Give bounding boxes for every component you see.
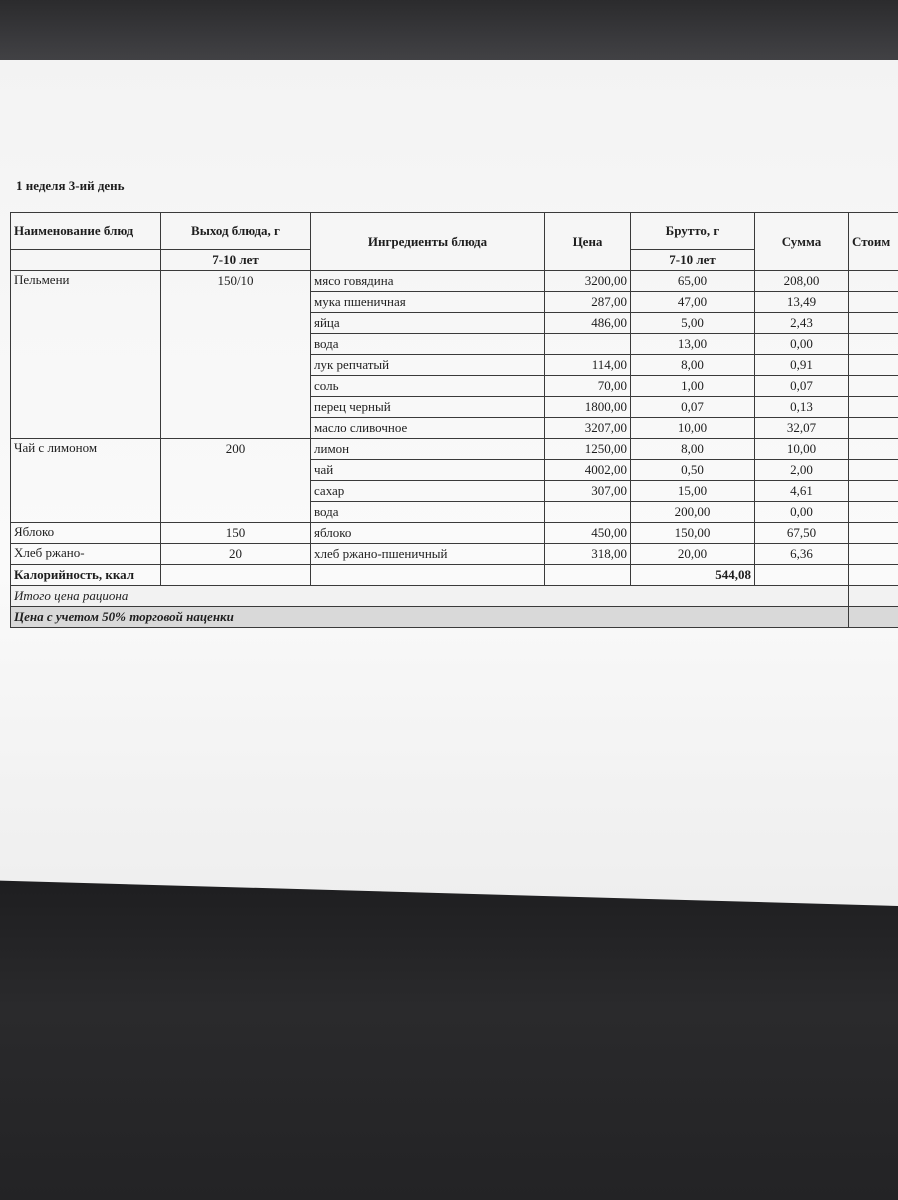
header-dish-name: Наименование блюд [11,213,161,250]
cost-cell [849,544,898,565]
gross-cell: 8,00 [631,439,755,460]
ingredient-cell: яблоко [311,523,545,544]
header-dish-age-empty [11,250,161,271]
price-cell: 318,00 [545,544,631,565]
yield-cell [161,334,311,355]
table-row [11,397,898,418]
yield-cell [161,292,311,313]
ingredient-cell: вода [311,502,545,523]
ingredient-cell: перец черный [311,397,545,418]
dish-name-cell [11,418,161,439]
ingredient-cell: лимон [311,439,545,460]
ingredient-cell: вода [311,334,545,355]
gross-cell: 200,00 [631,502,755,523]
calorie-ingredient-empty [311,565,545,586]
table-header-row [11,213,898,250]
table-row [11,292,898,313]
menu-table [10,212,898,628]
price-cell: 3207,00 [545,418,631,439]
dish-name-cell [11,481,161,502]
gross-cell: 10,00 [631,418,755,439]
sum-cell: 2,00 [755,460,849,481]
price-cell: 450,00 [545,523,631,544]
ingredient-cell: хлеб ржано-пшеничный [311,544,545,565]
price-cell: 307,00 [545,481,631,502]
sum-cell: 2,43 [755,313,849,334]
cost-cell [849,355,898,376]
cost-cell [849,460,898,481]
ingredient-cell: мясо говядина [311,271,545,292]
cost-cell [849,481,898,502]
table-body [11,271,898,565]
sum-cell: 208,00 [755,271,849,292]
page-heading: 1 неделя 3-ий день [16,178,125,193]
ingredient-cell: яйца [311,313,545,334]
yield-cell: 150 [161,523,311,544]
markup-price-value [849,607,898,628]
table-row [11,460,898,481]
table-row [11,523,898,544]
table-row [11,355,898,376]
sum-cell: 13,49 [755,292,849,313]
dish-name-cell: Хлеб ржано- [11,544,161,565]
dish-name-cell [11,313,161,334]
header-sum: Сумма [755,213,849,271]
price-cell [545,502,631,523]
ingredient-cell: соль [311,376,545,397]
price-cell: 114,00 [545,355,631,376]
gross-cell: 8,00 [631,355,755,376]
yield-cell: 200 [161,439,311,460]
cost-cell [849,502,898,523]
gross-cell: 0,07 [631,397,755,418]
calorie-price-empty [545,565,631,586]
sum-cell: 0,00 [755,334,849,355]
cost-cell [849,376,898,397]
total-price-value [849,586,898,607]
yield-cell [161,460,311,481]
cost-cell [849,271,898,292]
yield-cell [161,313,311,334]
dish-name-cell: Пельмени [11,271,161,292]
cost-cell [849,334,898,355]
yield-cell [161,355,311,376]
calorie-row [11,565,898,586]
dish-name-cell [11,460,161,481]
sum-cell: 32,07 [755,418,849,439]
table-row [11,502,898,523]
price-cell: 486,00 [545,313,631,334]
price-cell: 1800,00 [545,397,631,418]
calorie-sum-empty [755,565,849,586]
yield-cell: 150/10 [161,271,311,292]
header-gross-age: 7-10 лет [631,250,755,271]
cost-cell [849,523,898,544]
table-row [11,544,898,565]
ingredient-cell: масло сливочное [311,418,545,439]
yield-cell [161,376,311,397]
calorie-cost-empty [849,565,898,586]
price-cell: 4002,00 [545,460,631,481]
markup-price-label: Цена с учетом 50% торговой наценки [11,607,849,628]
gross-cell: 0,50 [631,460,755,481]
gross-cell: 47,00 [631,292,755,313]
sum-cell: 4,61 [755,481,849,502]
total-gross: 544,08 [631,565,755,586]
header-gross: Брутто, г [631,213,755,250]
dish-name-cell [11,334,161,355]
markup-price-row [11,607,898,628]
gross-cell: 5,00 [631,313,755,334]
sum-cell: 6,36 [755,544,849,565]
dish-name-cell [11,502,161,523]
table-row [11,334,898,355]
table-row [11,481,898,502]
calorie-label: Калорийность, ккал [11,565,161,586]
price-cell: 70,00 [545,376,631,397]
yield-cell [161,481,311,502]
desk-background-bottom [0,880,898,1200]
table-row [11,418,898,439]
sum-cell: 0,00 [755,502,849,523]
cost-cell [849,313,898,334]
sum-cell: 0,91 [755,355,849,376]
header-cost: Стоим [849,213,898,271]
cost-cell [849,418,898,439]
yield-cell [161,502,311,523]
dish-name-cell [11,376,161,397]
ingredient-cell: чай [311,460,545,481]
table-row [11,376,898,397]
sum-cell: 67,50 [755,523,849,544]
total-price-row [11,586,898,607]
yield-cell [161,397,311,418]
table-row [11,271,898,292]
cost-cell [849,397,898,418]
ingredient-cell: лук репчатый [311,355,545,376]
table-row [11,313,898,334]
ingredient-cell: мука пшеничная [311,292,545,313]
header-yield-age: 7-10 лет [161,250,311,271]
header-price: Цена [545,213,631,271]
gross-cell: 13,00 [631,334,755,355]
cost-cell [849,439,898,460]
yield-cell [161,418,311,439]
dish-name-cell [11,355,161,376]
price-cell: 3200,00 [545,271,631,292]
gross-cell: 65,00 [631,271,755,292]
gross-cell: 150,00 [631,523,755,544]
price-cell [545,334,631,355]
ingredient-cell: сахар [311,481,545,502]
price-cell: 1250,00 [545,439,631,460]
gross-cell: 15,00 [631,481,755,502]
header-yield: Выход блюда, г [161,213,311,250]
table-row [11,439,898,460]
yield-cell: 20 [161,544,311,565]
total-price-label: Итого цена рациона [11,586,849,607]
dish-name-cell: Чай с лимоном [11,439,161,460]
header-ingredients: Ингредиенты блюда [311,213,545,271]
gross-cell: 20,00 [631,544,755,565]
sum-cell: 10,00 [755,439,849,460]
sum-cell: 0,13 [755,397,849,418]
calorie-yield-empty [161,565,311,586]
gross-cell: 1,00 [631,376,755,397]
sum-cell: 0,07 [755,376,849,397]
dish-name-cell [11,397,161,418]
price-cell: 287,00 [545,292,631,313]
dish-name-cell: Яблоко [11,523,161,544]
dish-name-cell [11,292,161,313]
cost-cell [849,292,898,313]
